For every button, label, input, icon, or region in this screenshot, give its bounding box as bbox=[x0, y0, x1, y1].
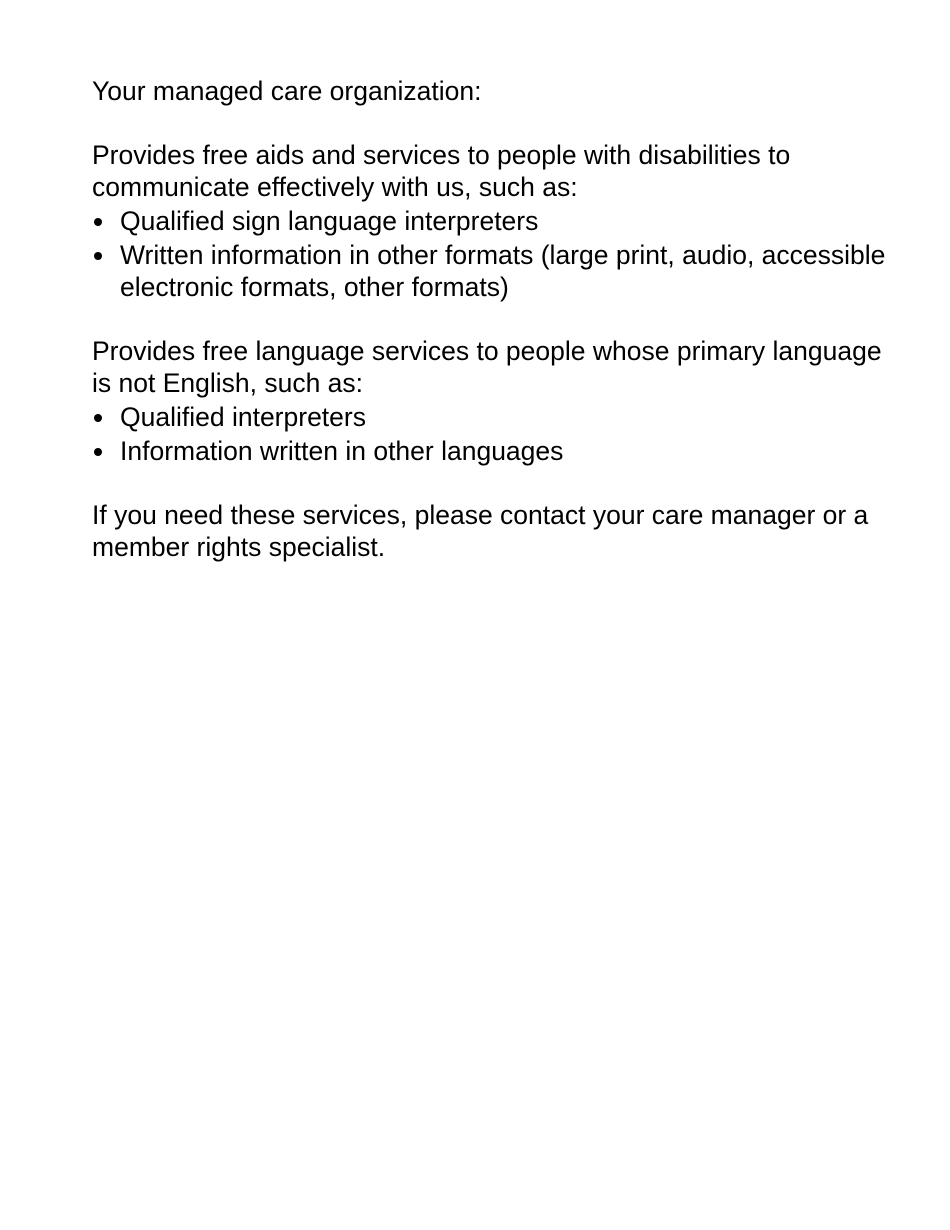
list-item bbox=[92, 401, 892, 433]
document-page bbox=[92, 75, 892, 563]
language-services-paragraph: Provides free language services to people whose primary language is not English, such as: bbox=[92, 336, 882, 398]
list-item-text: Qualified sign language interpreters bbox=[120, 206, 539, 236]
language-services-list bbox=[92, 401, 892, 467]
aids-services-list bbox=[92, 205, 892, 303]
list-item bbox=[92, 239, 892, 303]
bullet-icon bbox=[94, 252, 102, 260]
bullet-icon bbox=[94, 414, 102, 422]
bullet-icon bbox=[94, 448, 102, 456]
list-item-text: Written information in other formats (large print, audio, accessible electronic formats, other formats) bbox=[120, 240, 886, 302]
list-item bbox=[92, 205, 892, 237]
aids-services-section bbox=[92, 139, 892, 303]
aids-services-paragraph: Provides free aids and services to people with disabilities to communicate effectively with us, such as: bbox=[92, 140, 791, 202]
intro-text: Your managed care organization: bbox=[92, 76, 482, 106]
list-item-text: Information written in other languages bbox=[120, 436, 564, 466]
closing-text: If you need these services, please contact your care manager or a member rights specialist. bbox=[92, 500, 869, 562]
list-item bbox=[92, 435, 892, 467]
language-services-section bbox=[92, 335, 892, 467]
list-item-text: Qualified interpreters bbox=[120, 402, 366, 432]
bullet-icon bbox=[94, 218, 102, 226]
